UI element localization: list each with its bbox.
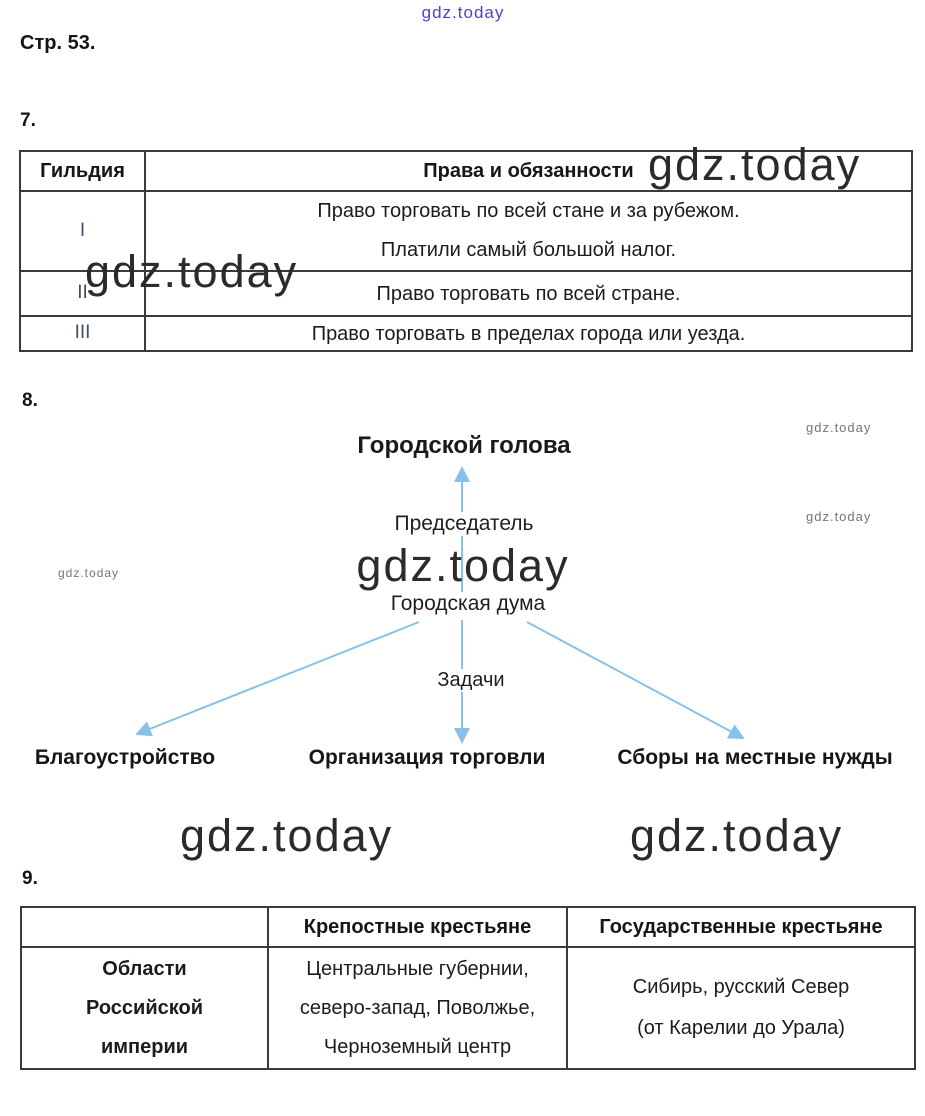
serf-region-line: северо-запад, Поволжье, <box>299 996 536 1019</box>
diagram-node-improvement: Благоустройство <box>34 746 216 769</box>
row-header-line: Российской <box>85 996 203 1019</box>
site-watermark-bottom-right: gdz.today <box>630 810 844 861</box>
page-title: Стр. 53. <box>20 32 96 54</box>
site-watermark-bottom-left: gdz.today <box>180 810 394 861</box>
site-watermark-small: gdz.today <box>806 509 872 524</box>
diagram-node-mayor: Городской голова <box>357 432 571 459</box>
serf-regions-cell <box>268 947 567 1069</box>
section-8-number: 8. <box>22 390 38 411</box>
arrow-to-left-task <box>137 622 419 734</box>
serf-region-line: Центральные губернии, <box>306 957 529 980</box>
section-7-number: 7. <box>20 110 36 131</box>
site-watermark-diagram: gdz.today <box>356 540 570 591</box>
row-header-line: империи <box>100 1035 189 1058</box>
section-9-number: 9. <box>22 868 38 889</box>
diagram-node-chairman: Председатель <box>390 512 539 536</box>
site-watermark-small: gdz.today <box>58 566 120 580</box>
rights-line: Платили самый большой налог. <box>380 239 677 261</box>
arrow-to-right-task <box>527 622 743 738</box>
state-region-line: Сибирь, русский Север <box>632 976 850 998</box>
regions-row-header <box>21 947 268 1069</box>
site-watermark-table7-header: gdz.today <box>648 139 862 190</box>
empty-header-cell <box>21 907 268 947</box>
rights-column-header: Права и обязанности <box>145 151 912 191</box>
site-watermark-small: gdz.today <box>806 420 872 435</box>
row-header-line: Области <box>102 957 187 980</box>
diagram-node-local-fees: Сборы на местные нужды <box>617 746 893 769</box>
peasants-table <box>20 906 916 1070</box>
diagram-tasks-label: Задачи <box>432 669 509 692</box>
guild-cell: III <box>20 316 145 351</box>
site-watermark-top: gdz.today <box>421 3 505 22</box>
rights-cell: Право торговать в пределах города или уезда. <box>145 316 912 351</box>
serf-region-line: Черноземный центр <box>323 1035 512 1058</box>
table-row <box>20 316 912 351</box>
state-region-line: (от Карелии до Урала) <box>637 1017 845 1039</box>
rights-cell: Право торговать по всей стране. <box>145 271 912 316</box>
table-row <box>21 907 915 947</box>
diagram-node-duma: Городская дума <box>386 592 550 616</box>
guild-cell: I <box>20 191 145 271</box>
serf-column-header: Крепостные крестьяне <box>268 907 567 947</box>
guild-cell: II <box>20 271 145 316</box>
table-row <box>21 947 915 1069</box>
site-watermark-table7-row: gdz.today <box>85 246 299 297</box>
state-column-header: Государственные крестьяне <box>567 907 915 947</box>
rights-line: Право торговать по всей стане и за рубежом. <box>317 200 740 222</box>
guild-column-header: Гильдия <box>20 151 145 191</box>
diagram-node-trade: Организация торговли <box>308 746 546 769</box>
state-regions-cell <box>567 947 915 1069</box>
